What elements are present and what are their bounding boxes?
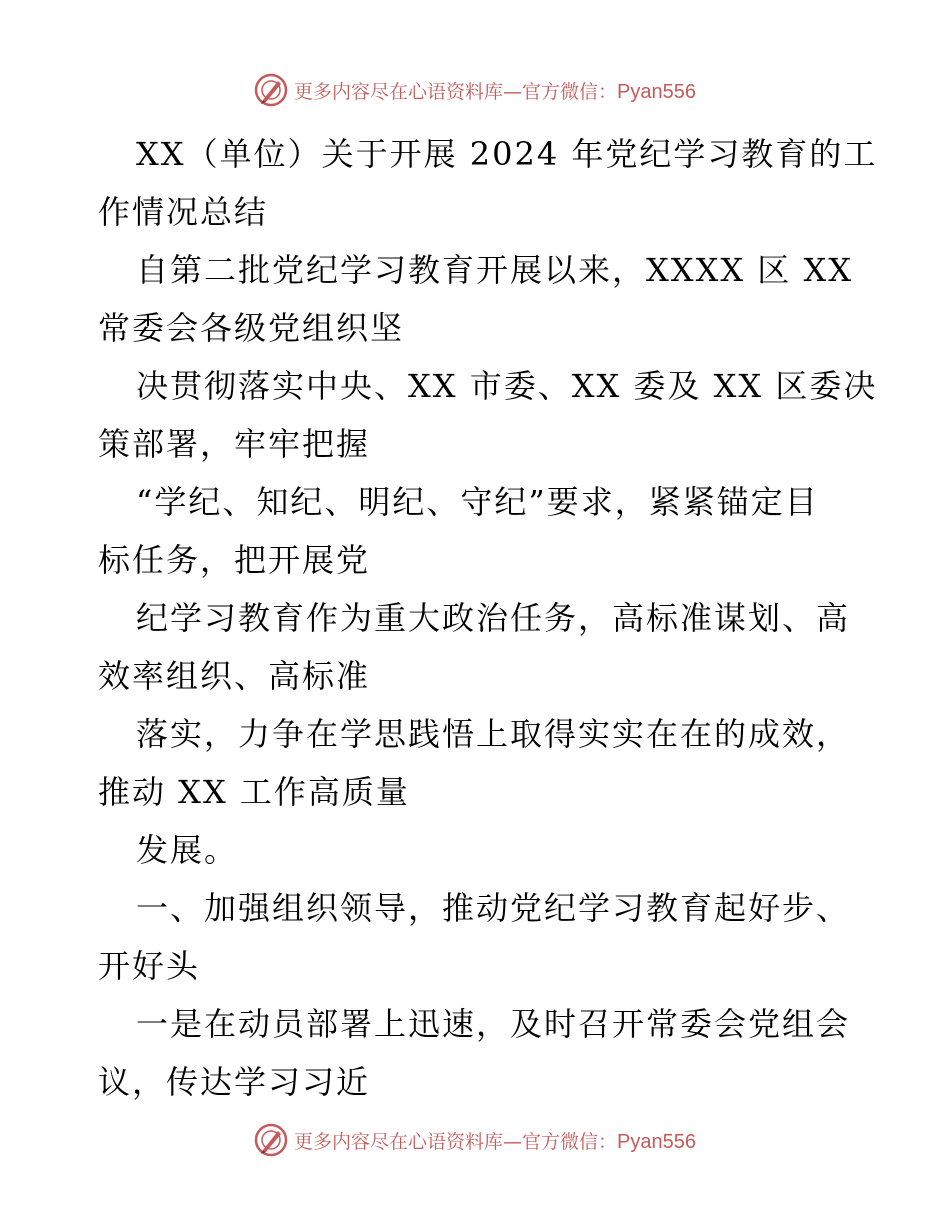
pen-logo-icon xyxy=(254,1123,288,1157)
watermark-wechat-id: Pyan556 xyxy=(617,1130,696,1153)
document-body xyxy=(98,125,878,1111)
text-line: 发展。 xyxy=(136,831,239,869)
text-line: 常委会各级党组织坚 xyxy=(98,309,405,347)
text-line: 议，传达学习习近 xyxy=(98,1063,371,1101)
text-line: 一、加强组织领导，推动党纪学习教育起好步、 xyxy=(136,889,851,927)
text-line: 自第二批党纪学习教育开展以来，XXXX 区 XX xyxy=(136,251,854,289)
text-line: 一是在动员部署上迅速，及时召开常委会党组会 xyxy=(136,1005,851,1043)
text-line: XX（单位）关于开展 2024 年党纪学习教育的工 xyxy=(136,135,878,173)
text-line: 标任务，把开展党 xyxy=(98,541,371,579)
text-line: 效率组织、高标准 xyxy=(98,657,371,695)
watermark-text: 更多内容尽在心语资料库—官方微信：Pyan556 xyxy=(294,1130,696,1153)
watermark-wechat-id: Pyan556 xyxy=(617,80,696,103)
text-line: 落实，力争在学思践悟上取得实实在在的成效， xyxy=(136,715,851,753)
text-line: 推动 XX 工作高质量 xyxy=(98,773,410,811)
pen-logo-icon xyxy=(254,73,288,107)
text-line: 纪学习教育作为重大政治任务，高标准谋划、高 xyxy=(136,599,851,637)
text-line: “学纪、知纪、明纪、守纪”要求，紧紧锚定目 xyxy=(136,483,819,521)
text-line: 决贯彻落实中央、XX 市委、XX 委及 XX 区委决 xyxy=(136,367,878,405)
watermark-text: 更多内容尽在心语资料库—官方微信：Pyan556 xyxy=(294,80,696,103)
header-watermark xyxy=(0,70,950,110)
text-line: 策部署，牢牢把握 xyxy=(98,425,371,463)
text-line: 开好头 xyxy=(98,947,201,985)
footer-watermark xyxy=(0,1120,950,1160)
text-line: 作情况总结 xyxy=(98,193,269,231)
